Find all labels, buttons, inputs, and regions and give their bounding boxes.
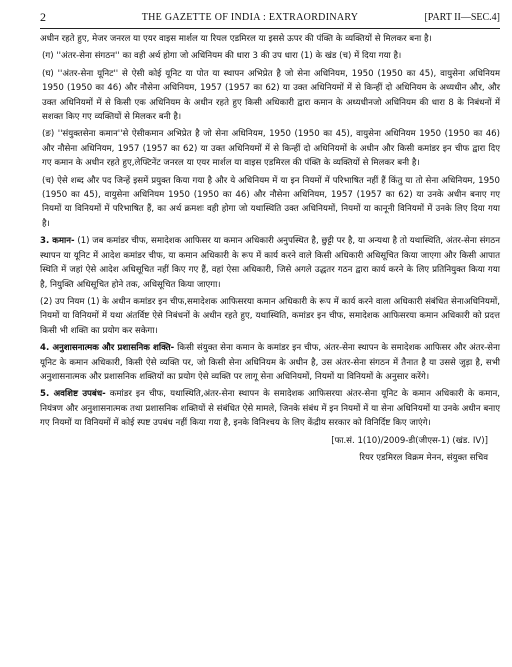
signatory: रियर एडमिरल विक्रम मेनन, संयुक्त सचिव: [359, 452, 488, 463]
part-section: [PART II—SEC.4]: [424, 11, 500, 23]
file-reference: [फा.सं. 1(10)/2009-डी(जीएस-1) (खंड. IV)]: [331, 435, 488, 446]
section-4-title: 4. अनुशासनात्मक और प्रशासनिक शक्ति-: [40, 343, 175, 354]
section-4: [40, 341, 500, 384]
paragraph-continuation: अधीन रहते हुए, मेजर जनरल या एयर वाइस मार्शल या रियल एडमिरल या इससे ऊपर की पंक्ति के व्यक्तियों से मिलकर बना है।: [40, 34, 432, 44]
clause-g: (ग) ''अंतर-सेना संगठन'' का वही अर्थ होगा जो अधिनियम की धारा 3 की उप धारा (1) के खंड (च) में दिया गया है।: [42, 51, 402, 62]
section-3-text: (1) जब कमांडर चीफ, समादेशक आफिसर या कमान अधिकारी अनुपस्थित है, छुट्टी पर है, या अन्यथा है तो यथास्थिति, अंतर-सेना संगठन स्थापन या यूनिट में आदेश कमांडर चीफ, या कमान अधिकारी के रूप में कार्य करने वाले किसी अधिकारी अधिसूचित किया जाएगा और किसी आपात स्थिति में जहां ऐसे आदेश अधिसूचित नहीं किए गए हैं, वहां ऐसा अधिकारी, जिसे अगले उद्धतर गठन द्वारा कार्य करने के लिए प्रतिनियुक्त किया गया है, नियुक्ति अधिसूचित होने तक, अधिसूचित किया जाएगा।: [40, 236, 500, 290]
clause-ch: (च) ऐसे शब्द और पद जिन्हें इसमें प्रयुक्त किया गया है और ये अधिनियम में या इन नियमों में परिभाषित नहीं हैं किंतु या तो सेना अधिनियम, 1950 (1950 का 45), वायुसेना अधिनियम 1950 (1950 का 46) और नौसेना अधिनियम, 1957 (1957 का 62) या उनके अधीन बनाए गए नियमों या विनियमों में परिभाषित हैं, का अर्थ क्रमशः वही होगा जो यथास्थिति उक्त अधिनियमों, नियमों या कानूनी विनियमों में उनके लिए दिया गया है।: [42, 175, 500, 229]
section-5-title: 5. अवशिष्ट उपबंध-: [40, 389, 106, 400]
gazette-title: THE GAZETTE OF INDIA : EXTRAORDINARY: [141, 11, 359, 23]
section-3-title: 3. कमान-: [40, 236, 75, 247]
section-3-subrule-2: (2) उप नियम (1) के अधीन कमांडर इन चीफ,समादेशक आफिसरया कमान अधिकारी के रूप में कार्य करने वाला अधिकारी संबंधित सेनाअधिनियमों, नियमों या विनियमों में यथा अंतर्विष्ट ऐसे निबंधनों के अधीन रहते हुए, यथास्थिति, कमांडर इन चीफ, समादेशक आफिसरया कमान अधिकारी को प्रदत्त किसी भी शक्ति का प्रयोग कर सकेगा।: [40, 296, 500, 336]
page-number: 2: [40, 9, 46, 24]
section-5-text: कमांडर इन चीफ, यथास्थिति,अंतर-सेना स्थापन के समादेशक आफिसरया अंतर-सेना यूनिट के कमान अधिकारी के कमान, नियंत्रण और अनुशासनात्मक तथा प्रशासनिक शक्तियों से संबंधित ऐसे मामले, जिनके संबंध में इन नियमों में या सेना अधिनियमों या उनके अधीन बनाए गए नियमों या विनियमों में कोई स्पष्ट उपबंध नहीं किया गया है, इनके विनिश्चय के लिए केंद्रीय सरकार को विनिर्दिष्ट किए जाएंगे।: [40, 389, 500, 429]
clause-ng: (ङ) ''संयुक्तसेना कमान''से ऐसीकमान अभिप्रेत है जो सेना अधिनियम, 1950 (1950 का 45), वायुसेना अधिनियम 1950 (1950 का 46) और नौसेना अधिनियम, 1957 (1957 का 62) या उक्त अधिनियमों में से किन्हीं दो अधिनियमों के अधीन और किसी कमांडर इन चीफ द्वारा दिए गए कमान के अधीन रहते हुए,लेफ्टिनेंट जनरल या एयर मार्शल या वाइस एडमिरल की पंक्ति के व्यक्तियों से मिलकर बनी है।: [42, 129, 500, 169]
section-3: [40, 234, 500, 292]
page-header: [40, 6, 500, 29]
document-body: [40, 32, 500, 465]
section-4-text: किसी संयुक्त सेना कमान के कमांडर इन चीफ, अंतर-सेना स्थापन के समादेशक आफिसर और अंतर-सेना यूनिट के कमान अधिकारी, किसी ऐसे व्यक्ति पर, जो किसी सेना अधिनियम के अधीन है, उस अंतर-सेना संगठन में तैनात है या उससे जुड़ा है, सभी अनुशासनात्मक और प्रशासनिक शक्तियों का प्रयोग ऐसे व्यक्ति पर लागू सेना अधिनियमों, नियमों या विनियमों के अनुसार करेंगे।: [40, 343, 500, 382]
section-5: [40, 387, 500, 430]
clause-gh: (घ) ''अंतर-सेना यूनिट'' से ऐसी कोई यूनिट या पोत या स्थापन अभिप्रेत है जो सेना अधिनियम, 1950 (1950 का 45), वायुसेना अधिनियम 1950 (1950 का 46) और नौसेना अधिनियम, 1957 (1957 का 62) या उक्त अधिनियमों में से किन्हीं दो अधिनियम के अध्यधीन और, और उक्त अधिनियमों में से किसी एक अधिनियम के अधीन रहते हुए किसी अधिकारी द्वारा कमान के अध्यधीनजो अधिनियम की धारा 8 के निबंधनों में सशक्त किए गए व्यक्तियों से मिलकर बनी है।: [42, 68, 500, 123]
